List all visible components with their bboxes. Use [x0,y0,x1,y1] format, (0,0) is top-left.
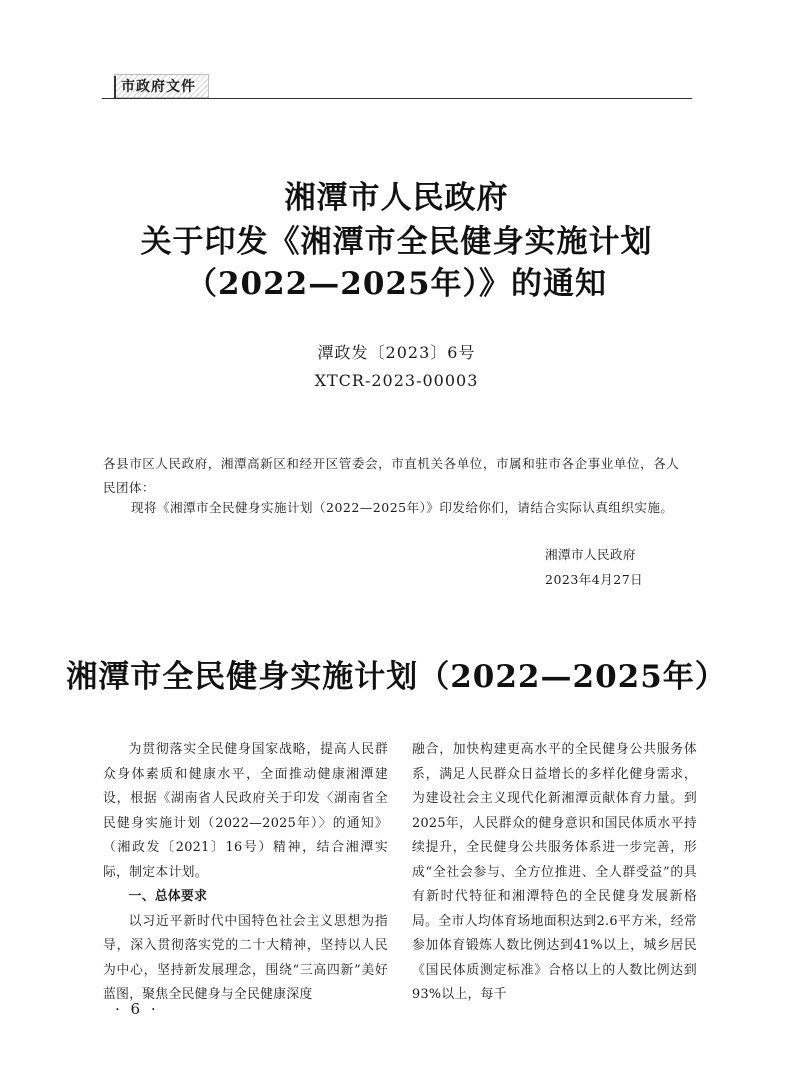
doc-number: 潭政发〔2023〕6号 [317,343,476,362]
header-rule [102,98,692,99]
page-number: · 6 · [115,1000,159,1018]
notice-recipients-line1: 各县市区人民政府，湘潭高新区和经开区管委会，市直机关各单位，市属和驻市各企事业单位，各人 [103,456,680,471]
right-column [412,738,697,1008]
notice-body: 现将《湘潭市全民健身实施计划（2022—2025年）》印发给你们，请结合实际认真组织实施。 [131,500,674,515]
notice-title-line2: 关于印发《湘潭市全民健身实施计划 [140,224,653,260]
notice-recipients-line2: 民团体： [103,480,156,495]
notice-issuer: 湘潭市人民政府 [545,547,637,562]
header-section-label: 市政府文件 [121,79,196,95]
section1-left-paragraph: 以习近平新时代中国特色社会主义思想为指导，深入贯彻落实党的二十大精神，坚持以人民为中心，坚持新发展理念，围绕“三高四新”美好蓝图，聚焦全民健身与全民健康深度 [103,913,388,1002]
left-column [103,738,388,1008]
notice-title-line3: （2022—2025年）》的通知 [185,266,608,302]
header-tick [114,76,116,98]
notice-date: 2023年4月27日 [545,572,644,587]
plan-title: 湘潭市全民健身实施计划（2022—2025年） [66,659,727,695]
doc-code: XTCR-2023-00003 [314,371,479,390]
header-section-tag [114,74,209,98]
notice-title-line1: 湘潭市人民政府 [284,180,509,216]
section1-heading: 一、总体要求 [128,889,208,904]
plan-intro-paragraph: 为贯彻落实全民健身国家战略，提高人民群众身体素质和健康水平，全面推动健康湘潭建设，根据《湖南省人民政府关于印发〈湖南省全民健身实施计划（2022—2025年）〉的通知》（湘政发〔2021〕16号）精神，结合湘潭实际，制定本计划。 [103,742,388,880]
section1-right-paragraph: 融合，加快构建更高水平的全民健身公共服务体系，满足人民群众日益增长的多样化健身需求，为建设社会主义现代化新湘潭贡献体育力量。到2025年，人民群众的健身意识和国民体质水平持续提升，全民健身公共服务体系进一步完善，形成“全社会参与、全方位推进、全人群受益”的具有新时代特征和湘潭特色的全民健身发展新格局。全市人均体育场地面积达到2.6平方米，经常参加体育锻炼人数比例达到41%以上，城乡居民《国民体质测定标准》合格以上的人数比例达到93%以上，每千 [412,742,697,1002]
